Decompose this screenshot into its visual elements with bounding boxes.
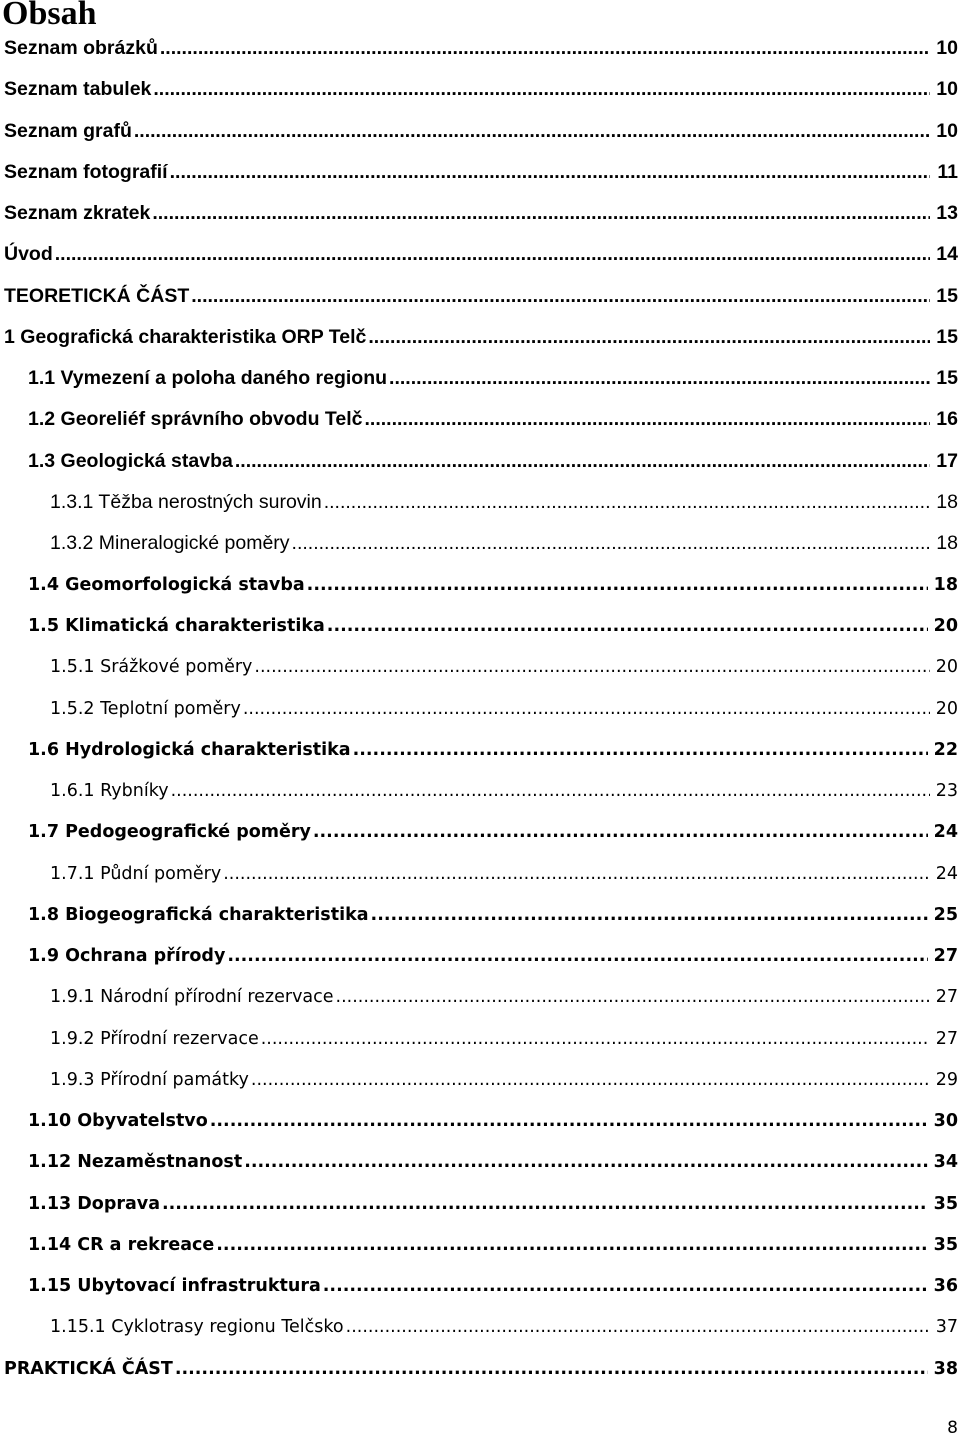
toc-entry-page: 18 xyxy=(933,574,958,595)
toc-dot-leader xyxy=(162,1194,928,1214)
toc-dot-leader xyxy=(307,575,928,595)
toc-entry[interactable] xyxy=(0,1017,960,1058)
page-title: Obsah xyxy=(2,0,97,32)
toc-entry-page: 27 xyxy=(935,987,958,1008)
toc-entry-page: 25 xyxy=(933,904,958,925)
toc-entry-label: 1.14 CR a rekreace xyxy=(28,1234,215,1255)
toc-dot-leader xyxy=(227,946,927,966)
toc-entry-page: 10 xyxy=(936,37,958,60)
toc-entry-page: 36 xyxy=(933,1276,958,1297)
toc-entry-label: 1.10 Obyvatelstvo xyxy=(28,1111,208,1132)
toc-entry[interactable] xyxy=(0,27,960,68)
toc-entry[interactable] xyxy=(0,522,960,563)
table-of-contents xyxy=(0,27,960,1388)
toc-entry-page: 34 xyxy=(933,1152,958,1173)
toc-entry[interactable] xyxy=(0,1182,960,1223)
toc-dot-leader xyxy=(235,450,930,473)
toc-entry-page: 10 xyxy=(936,78,958,101)
toc-entry[interactable] xyxy=(0,68,960,109)
toc-entry-label: PRAKTICKÁ ČÁST xyxy=(4,1358,173,1379)
toc-entry[interactable] xyxy=(0,563,960,604)
toc-entry-page: 13 xyxy=(936,202,958,225)
toc-dot-leader xyxy=(292,532,930,555)
toc-entry-label: 1.5.2 Teplotní poměry xyxy=(50,698,241,719)
toc-entry-label: Seznam grafů xyxy=(4,119,132,142)
toc-entry-label: 1.5.1 Srážkové poměry xyxy=(50,657,253,678)
toc-entry[interactable] xyxy=(0,976,960,1017)
toc-entry[interactable] xyxy=(0,1058,960,1099)
toc-entry-label: 1.1 Vymezení a poloha daného regionu xyxy=(28,367,388,390)
toc-dot-leader xyxy=(210,1111,928,1131)
toc-entry-page: 20 xyxy=(935,698,958,719)
toc-entry-label: 1.8 Biogeografická charakteristika xyxy=(28,904,369,925)
toc-entry-page: 15 xyxy=(936,284,958,307)
toc-dot-leader xyxy=(327,616,928,636)
toc-entry[interactable] xyxy=(0,687,960,728)
toc-entry-page: 18 xyxy=(936,532,958,555)
toc-entry-page: 15 xyxy=(936,325,958,348)
toc-dot-leader xyxy=(134,120,930,143)
toc-entry[interactable] xyxy=(0,192,960,233)
toc-entry-page: 37 xyxy=(935,1317,958,1338)
toc-dot-leader xyxy=(323,1276,928,1296)
toc-dot-leader xyxy=(55,243,930,266)
toc-dot-leader xyxy=(160,37,930,60)
toc-entry[interactable] xyxy=(0,811,960,852)
toc-entry-page: 16 xyxy=(936,408,958,431)
toc-entry-label: 1.2 Georeliéf správního obvodu Telč xyxy=(28,408,363,431)
toc-entry-label: 1.4 Geomorfologická stavba xyxy=(28,574,305,595)
toc-entry[interactable] xyxy=(0,1347,960,1388)
toc-entry-label: Seznam fotografií xyxy=(4,160,168,183)
toc-entry-label: 1.6 Hydrologická charakteristika xyxy=(28,739,351,760)
toc-entry[interactable] xyxy=(0,316,960,357)
toc-entry-label: 1 Geografická charakteristika ORP Telč xyxy=(4,325,367,348)
toc-entry[interactable] xyxy=(0,357,960,398)
toc-entry[interactable] xyxy=(0,893,960,934)
toc-entry-page: 38 xyxy=(933,1358,958,1379)
toc-entry-label: TEORETICKÁ ČÁST xyxy=(4,284,190,307)
toc-entry-label: Seznam obrázků xyxy=(4,37,158,60)
toc-dot-leader xyxy=(364,408,930,431)
toc-dot-leader xyxy=(152,202,930,225)
toc-dot-leader xyxy=(171,781,930,801)
toc-entry-label: 1.12 Nezaměstnanost xyxy=(28,1152,243,1173)
toc-dot-leader xyxy=(170,161,930,184)
toc-entry[interactable] xyxy=(0,440,960,481)
toc-entry-page: 35 xyxy=(933,1234,958,1255)
toc-entry[interactable] xyxy=(0,481,960,522)
toc-entry[interactable] xyxy=(0,1100,960,1141)
toc-dot-leader xyxy=(346,1317,930,1337)
toc-entry[interactable] xyxy=(0,1223,960,1264)
toc-entry-label: 1.9.1 Národní přírodní rezervace xyxy=(50,987,334,1008)
toc-entry[interactable] xyxy=(0,728,960,769)
toc-entry-label: 1.5 Klimatická charakteristika xyxy=(28,616,325,637)
toc-entry[interactable] xyxy=(0,1306,960,1347)
toc-entry-page: 18 xyxy=(936,490,958,513)
toc-entry-label: Seznam tabulek xyxy=(4,78,152,101)
toc-entry-label: 1.3.2 Mineralogické poměry xyxy=(50,532,290,555)
toc-dot-leader xyxy=(244,1152,927,1172)
toc-entry-page: 27 xyxy=(935,1028,958,1049)
toc-entry-page: 15 xyxy=(936,367,958,390)
toc-entry-label: Úvod xyxy=(4,243,53,266)
toc-dot-leader xyxy=(371,905,928,925)
toc-entry-page: 23 xyxy=(935,781,958,802)
toc-dot-leader xyxy=(254,657,929,677)
toc-entry[interactable] xyxy=(0,233,960,274)
toc-dot-leader xyxy=(191,285,930,308)
toc-dot-leader xyxy=(336,987,930,1007)
toc-dot-leader xyxy=(368,326,930,349)
toc-entry-label: 1.9.3 Přírodní památky xyxy=(50,1069,249,1090)
toc-dot-leader xyxy=(216,1235,927,1255)
toc-dot-leader xyxy=(353,740,928,760)
toc-dot-leader xyxy=(251,1070,930,1090)
toc-entry[interactable] xyxy=(0,935,960,976)
toc-dot-leader xyxy=(175,1359,928,1379)
toc-dot-leader xyxy=(324,491,930,514)
toc-entry[interactable] xyxy=(0,275,960,316)
toc-entry-label: 1.7.1 Půdní poměry xyxy=(50,863,222,884)
toc-entry-page: 24 xyxy=(933,822,958,843)
toc-dot-leader xyxy=(313,822,928,842)
toc-entry-page: 14 xyxy=(936,243,958,266)
toc-entry[interactable] xyxy=(0,1265,960,1306)
toc-entry[interactable] xyxy=(0,605,960,646)
toc-entry-page: 22 xyxy=(933,739,958,760)
toc-entry-label: 1.6.1 Rybníky xyxy=(50,781,169,802)
toc-entry-page: 29 xyxy=(935,1069,958,1090)
toc-entry[interactable] xyxy=(0,398,960,439)
toc-entry[interactable] xyxy=(0,1141,960,1182)
toc-entry-label: 1.9 Ochrana přírody xyxy=(28,946,226,967)
toc-dot-leader xyxy=(243,699,930,719)
toc-entry-page: 27 xyxy=(933,946,958,967)
toc-entry[interactable] xyxy=(0,852,960,893)
toc-entry-label: 1.15.1 Cyklotrasy regionu Telčsko xyxy=(50,1317,344,1338)
toc-entry-page: 10 xyxy=(936,119,958,142)
toc-entry-page: 30 xyxy=(933,1111,958,1132)
toc-entry-page: 20 xyxy=(935,657,958,678)
toc-entry-label: 1.9.2 Přírodní rezervace xyxy=(50,1028,259,1049)
toc-entry[interactable] xyxy=(0,770,960,811)
toc-entry-label: Seznam zkratek xyxy=(4,202,151,225)
toc-entry-page: 11 xyxy=(937,160,958,183)
toc-entry-page: 20 xyxy=(933,616,958,637)
toc-entry-page: 24 xyxy=(935,863,958,884)
toc-dot-leader xyxy=(223,864,929,884)
toc-entry[interactable] xyxy=(0,151,960,192)
toc-dot-leader xyxy=(261,1029,930,1049)
toc-entry-page: 35 xyxy=(933,1193,958,1214)
page-number: 8 xyxy=(947,1418,958,1438)
toc-entry-label: 1.3.1 Těžba nerostných surovin xyxy=(50,490,322,513)
toc-entry-label: 1.3 Geologická stavba xyxy=(28,449,233,472)
toc-entry-label: 1.15 Ubytovací infrastruktura xyxy=(28,1276,321,1297)
toc-entry[interactable] xyxy=(0,646,960,687)
toc-entry-label: 1.7 Pedogeografické poměry xyxy=(28,822,311,843)
toc-entry-page: 17 xyxy=(936,449,958,472)
toc-dot-leader xyxy=(153,78,930,101)
toc-entry-label: 1.13 Doprava xyxy=(28,1193,161,1214)
toc-entry[interactable] xyxy=(0,110,960,151)
toc-dot-leader xyxy=(389,367,930,390)
